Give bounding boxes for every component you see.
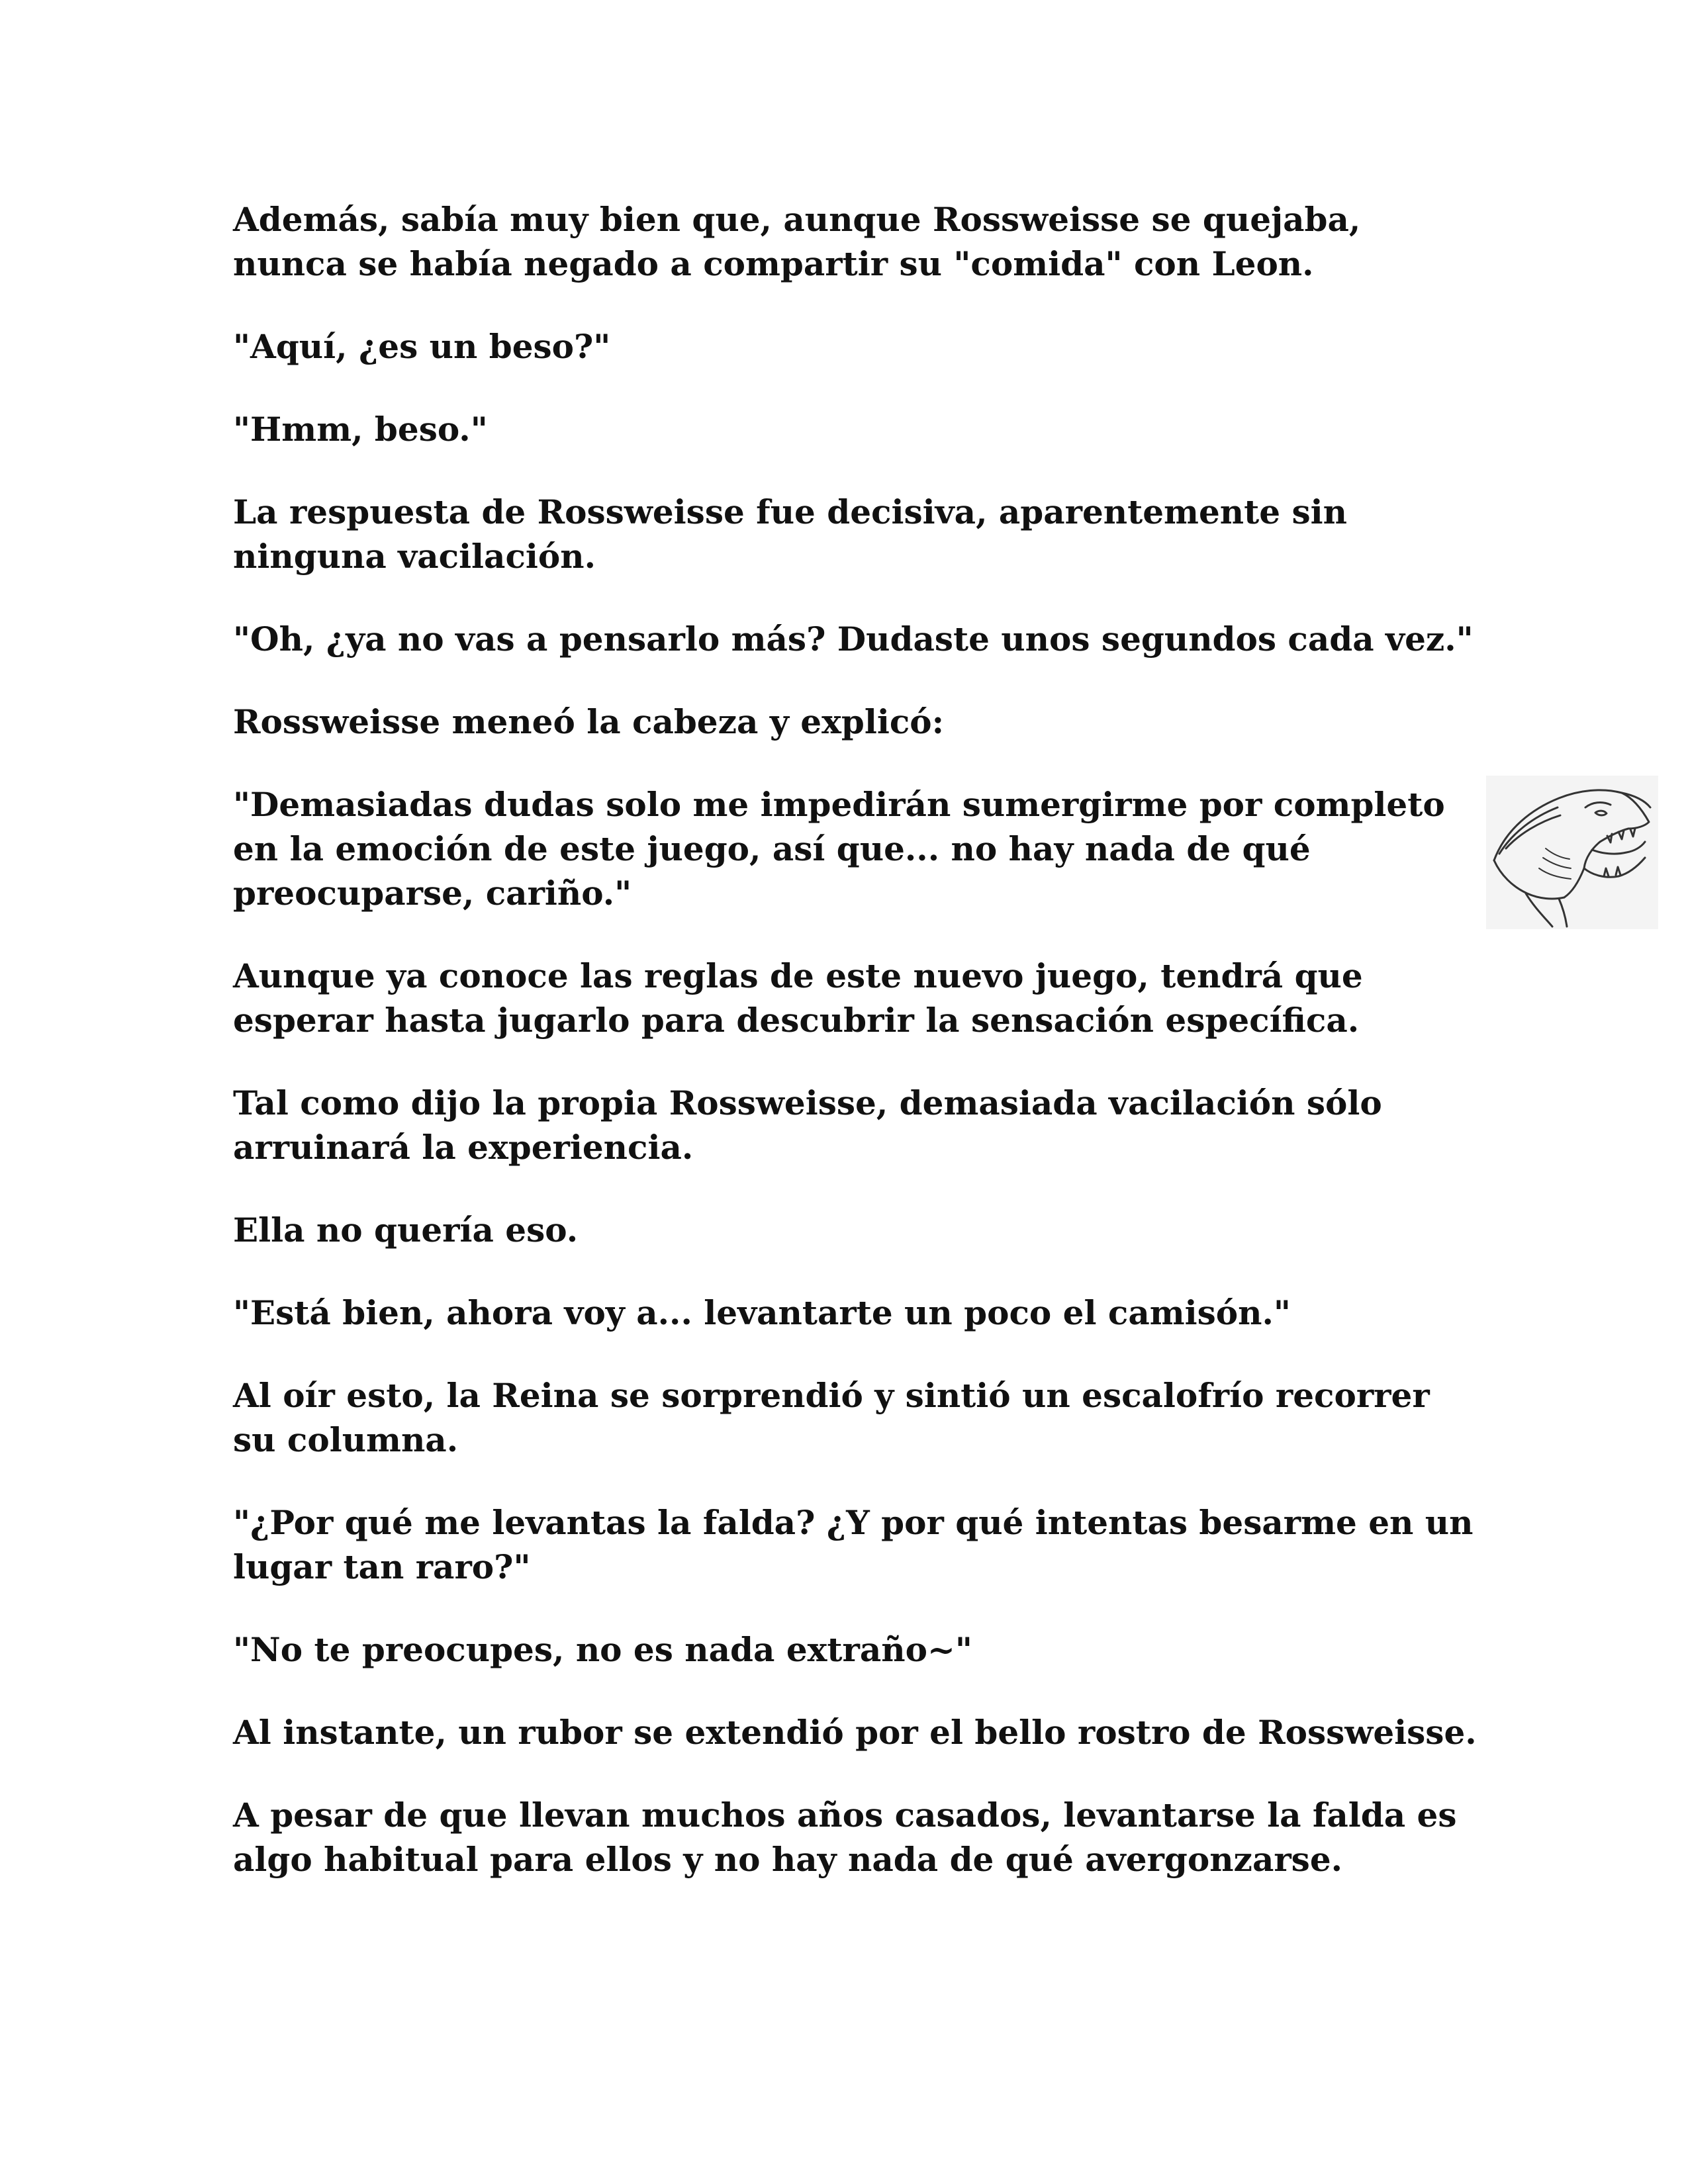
paragraph: Tal como dijo la propia Rossweisse, demasiada vacilación sólo arruinará la experiencia. bbox=[233, 1083, 1382, 1167]
paragraph: "No te preocupes, no es nada extraño~" bbox=[233, 1630, 972, 1669]
paragraph: "Está bien, ahora voy a... levantarte un poco el camisón." bbox=[233, 1293, 1291, 1332]
paragraph: A pesar de que llevan muchos años casados, levantarse la falda es algo habitual para ellos y no hay nada de qué avergonzarse. bbox=[233, 1796, 1457, 1879]
paragraph: "Demasiadas dudas solo me impedirán sumergirme por completo en la emoción de este juego, así que... no hay nada de qué preocuparse, cariño." bbox=[233, 785, 1445, 913]
paragraph: "Aquí, ¿es un beso?" bbox=[233, 327, 611, 366]
paragraph: Al instante, un rubor se extendió por el bello rostro de Rossweisse. bbox=[233, 1713, 1477, 1752]
dinosaur-sketch-svg bbox=[1486, 776, 1658, 929]
paragraph: Al oír esto, la Reina se sorprendió y sintió un escalofrío recorrer su columna. bbox=[233, 1376, 1430, 1459]
paragraph: "¿Por qué me levantas la falda? ¿Y por qué intentas besarme en un lugar tan raro?" bbox=[233, 1503, 1474, 1586]
document-body bbox=[233, 197, 1477, 1920]
paragraph: "Hmm, beso." bbox=[233, 410, 488, 449]
dinosaur-head-sketch-icon bbox=[1486, 776, 1658, 929]
paragraph: Aunque ya conoce las reglas de este nuevo juego, tendrá que esperar hasta jugarlo para descubrir la sensación específica. bbox=[233, 956, 1363, 1040]
paragraph: "Oh, ¿ya no vas a pensarlo más? Dudaste unos segundos cada vez." bbox=[233, 619, 1474, 659]
paragraph: Además, sabía muy bien que, aunque Rossweisse se quejaba, nunca se había negado a compartir su "comida" con Leon. bbox=[233, 200, 1361, 283]
paragraph: La respuesta de Rossweisse fue decisiva, aparentemente sin ninguna vacilación. bbox=[233, 492, 1347, 576]
paragraph: Ella no quería eso. bbox=[233, 1210, 579, 1250]
paragraph: Rossweisse meneó la cabeza y explicó: bbox=[233, 702, 945, 741]
